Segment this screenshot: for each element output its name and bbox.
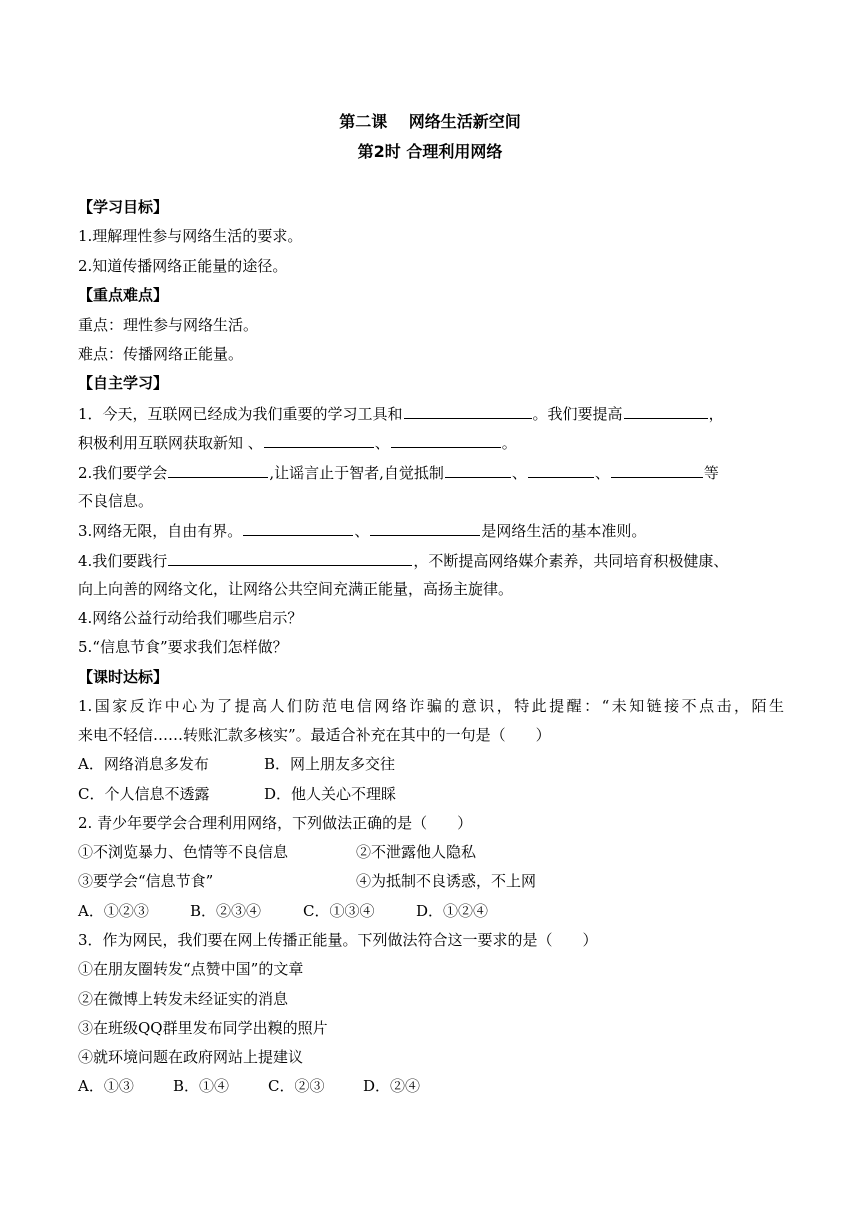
self-study-q5: 4.网络公益行动给我们哪些启示？ xyxy=(78,609,303,627)
self-study-q2-line2: 不良信息。 xyxy=(78,492,154,510)
self-study-q2-line1 xyxy=(78,462,719,483)
statement-item: ④为抵制不良诱惑，不上网 xyxy=(356,872,537,890)
lesson-title: 第二课 网络生活新空间 xyxy=(339,112,521,131)
statement-item: ②不泄露他人隐私 xyxy=(356,843,477,861)
option-d[interactable]: D．他人关心不理睬 xyxy=(264,785,397,803)
practice-q3-options xyxy=(78,1076,420,1096)
key-point-item: 重点：理性参与网络生活。 xyxy=(78,316,259,334)
fill-blank[interactable] xyxy=(168,550,412,566)
option-c[interactable]: C．①③④ xyxy=(303,902,375,920)
question-text: 、 xyxy=(594,464,610,482)
fill-blank[interactable] xyxy=(264,432,374,448)
practice-q2-stem: 2. 青少年要学会合理利用网络，下列做法正确的是（ ） xyxy=(78,814,473,832)
statement-item: ④就环境问题在政府网站上提建议 xyxy=(78,1048,304,1066)
fill-blank[interactable] xyxy=(391,432,501,448)
practice-q1-stem-line2: 来电不轻信……转账汇款多核实”。最适合补充在其中的一句是（ ） xyxy=(78,726,551,744)
practice-q2-options xyxy=(78,901,488,921)
question-text: ， xyxy=(708,405,724,423)
question-text: ，不断提高网络媒介素养，共同培育积极健康、 xyxy=(413,552,729,570)
statement-item: ②在微博上转发未经证实的消息 xyxy=(78,990,289,1008)
question-text: 3.网络无限，自由有界。 xyxy=(78,522,243,540)
question-text: 、 xyxy=(354,522,370,540)
question-text: 积极利用互联网获取新知 、 xyxy=(78,434,263,452)
practice-q1-options-row1 xyxy=(78,754,395,774)
self-study-q1-line2 xyxy=(78,432,517,453)
self-study-q1-line1 xyxy=(78,403,724,424)
statement-item: ①在朋友圈转发“点赞中国”的文章 xyxy=(78,960,304,978)
self-study-q6: 5.“信息节食”要求我们怎样做？ xyxy=(78,638,288,656)
question-text: 。我们要提高 xyxy=(532,405,623,423)
fill-blank[interactable] xyxy=(243,520,353,536)
fill-blank[interactable] xyxy=(624,403,708,419)
section-heading-self-study: 【自主学习】 xyxy=(78,374,169,392)
option-a[interactable]: A．网络消息多发布 xyxy=(78,755,209,773)
option-d[interactable]: D．②④ xyxy=(363,1077,421,1095)
option-b[interactable]: B．①④ xyxy=(173,1077,230,1095)
question-text: 是网络生活的基本准则。 xyxy=(481,522,647,540)
option-b[interactable]: B．网上朋友多交往 xyxy=(264,755,396,773)
period-title: 第2时 合理利用网络 xyxy=(357,142,503,161)
question-text: 等 xyxy=(703,464,719,482)
fill-blank[interactable] xyxy=(528,462,594,478)
section-heading-goals: 【学习目标】 xyxy=(78,198,169,216)
practice-q2-statements-row2 xyxy=(78,871,536,891)
question-text: 、 xyxy=(511,464,527,482)
fill-blank[interactable] xyxy=(370,520,480,536)
statement-item: ①不浏览暴力、色情等不良信息 xyxy=(78,843,289,861)
question-text: ,让谣言止于智者,自觉抵制 xyxy=(269,464,444,482)
fill-blank[interactable] xyxy=(611,462,703,478)
practice-q1-stem-line1: 1.国家反诈中心为了提高人们防范电信网络诈骗的意识，特此提醒：“未知链接不点击，陌生 xyxy=(78,697,784,715)
goal-item: 2.知道传播网络正能量的途径。 xyxy=(78,257,288,275)
self-study-q4-line2: 向上向善的网络文化，让网络公共空间充满正能量，高扬主旋律。 xyxy=(78,580,514,598)
option-c[interactable]: C．个人信息不透露 xyxy=(78,785,210,803)
fill-blank[interactable] xyxy=(168,462,268,478)
statement-item: ③在班级QQ群里发布同学出糗的照片 xyxy=(78,1019,328,1037)
practice-q2-statements-row1 xyxy=(78,842,476,862)
option-a[interactable]: A．①②③ xyxy=(78,902,149,920)
question-text: 4.我们要践行 xyxy=(78,552,168,570)
self-study-q4-line1 xyxy=(78,550,728,571)
option-a[interactable]: A．①③ xyxy=(78,1077,134,1095)
section-heading-practice: 【课时达标】 xyxy=(78,668,169,686)
option-b[interactable]: B．②③④ xyxy=(190,902,262,920)
fill-blank[interactable] xyxy=(445,462,511,478)
statement-item: ③要学会“信息节食” xyxy=(78,872,214,890)
question-text: 1．今天，互联网已经成为我们重要的学习工具和 xyxy=(78,405,403,423)
fill-blank[interactable] xyxy=(404,403,532,419)
practice-q3-stem: 3．作为网民，我们要在网上传播正能量。下列做法符合这一要求的是（ ） xyxy=(78,931,598,949)
key-point-item: 难点：传播网络正能量。 xyxy=(78,345,244,363)
self-study-q3 xyxy=(78,520,646,541)
practice-q1-options-row2 xyxy=(78,784,396,804)
goal-item: 1.理解理性参与网络生活的要求。 xyxy=(78,227,303,245)
section-heading-key-points: 【重点难点】 xyxy=(78,286,169,304)
question-text: 。 xyxy=(501,434,517,452)
option-c[interactable]: C．②③ xyxy=(268,1077,325,1095)
question-text: 、 xyxy=(374,434,390,452)
question-text: 2.我们要学会 xyxy=(78,464,168,482)
option-d[interactable]: D．①②④ xyxy=(416,902,489,920)
